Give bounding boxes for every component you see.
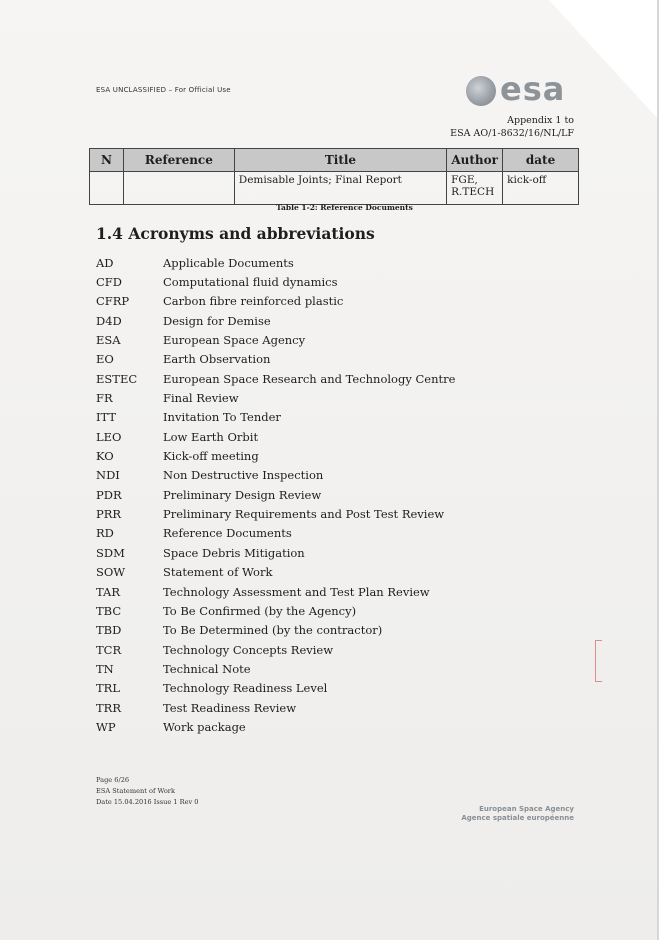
list-item [96, 640, 536, 659]
acronym-definition: Test Readiness Review [163, 700, 297, 715]
list-item [96, 679, 536, 698]
acronym-definition: Kick-off meeting [163, 449, 259, 464]
list-item [96, 427, 536, 446]
acronym-definition: Technology Readiness Level [163, 681, 328, 696]
footer-document-name: ESA Statement of Work [96, 787, 175, 795]
appendix-line-2: ESA AO/1-8632/16/NL/LF [450, 128, 574, 139]
acronym-definition: Carbon fibre reinforced plastic [163, 294, 344, 309]
appendix-reference [450, 114, 574, 140]
esa-logo-text: esa [500, 70, 566, 108]
acronym-definition: Preliminary Requirements and Post Test Review [163, 507, 445, 522]
acronym-abbr: TAR [96, 584, 121, 599]
acronym-abbr: ESTEC [96, 371, 138, 386]
acronym-abbr: RD [96, 526, 114, 541]
page-number: Page 6/26 [96, 776, 130, 784]
acronym-abbr: FR [96, 391, 113, 406]
acronym-abbr: TRL [96, 681, 120, 696]
list-item [96, 621, 536, 640]
list-item [96, 524, 536, 543]
acronym-definition: Computational fluid dynamics [163, 275, 338, 290]
table-row [90, 172, 579, 205]
acronym-definition: Final Review [163, 391, 239, 406]
acronym-definition: Design for Demise [163, 313, 271, 328]
agency-name-en: European Space Agency [479, 805, 574, 813]
list-item [96, 388, 536, 407]
list-item [96, 369, 536, 388]
acronym-definition: To Be Determined (by the contractor) [163, 623, 383, 638]
acronym-abbr: ESA [96, 333, 121, 348]
acronym-definition: European Space Research and Technology Centre [163, 371, 456, 386]
list-item [96, 582, 536, 601]
acronym-definition: To Be Confirmed (by the Agency) [163, 603, 357, 618]
list-item [96, 717, 536, 736]
agency-name-block [461, 805, 574, 823]
section-heading: 1.4 Acronyms and abbreviations [96, 224, 375, 243]
acronym-abbr: TRR [96, 700, 121, 715]
list-item [96, 253, 536, 272]
acronym-definition: Low Earth Orbit [163, 429, 259, 444]
acronym-abbr: PDR [96, 487, 122, 502]
table-header-row [90, 149, 579, 172]
cell-title: Demisable Joints; Final Report [234, 172, 446, 205]
cell-n [90, 172, 124, 205]
cell-date: kick-off [503, 172, 579, 205]
acronym-abbr: D4D [96, 313, 122, 328]
list-item [96, 466, 536, 485]
list-item [96, 698, 536, 717]
acronym-abbr: CFRP [96, 294, 130, 309]
table-caption-wrap [0, 203, 659, 212]
footer-date-issue: Date 15.04.2016 Issue 1 Rev 0 [96, 798, 199, 806]
esa-logo-icon [466, 76, 496, 106]
list-item [96, 408, 536, 427]
list-item [96, 504, 536, 523]
list-item [96, 563, 536, 582]
pen-mark [595, 640, 602, 682]
classification-label: ESA UNCLASSIFIED – For Official Use [96, 86, 231, 94]
acronym-definition: Invitation To Tender [163, 410, 281, 425]
reference-documents-table [89, 148, 579, 205]
acronym-abbr: WP [96, 719, 116, 734]
acronym-abbr: TBD [96, 623, 122, 638]
list-item [96, 350, 536, 369]
page-footer [96, 775, 199, 808]
acronym-definition: Reference Documents [163, 526, 292, 541]
list-item [96, 601, 536, 620]
table-caption: Table 1-2: Reference Documents [276, 203, 413, 212]
column-header-n: N [90, 149, 124, 172]
acronym-definition: Technical Note [163, 661, 251, 676]
acronym-abbr: PRR [96, 507, 122, 522]
acronym-abbr: TCR [96, 642, 122, 657]
list-item [96, 292, 536, 311]
column-header-reference: Reference [123, 149, 234, 172]
list-item [96, 272, 536, 291]
acronym-list [96, 253, 536, 737]
acronym-abbr: SOW [96, 565, 126, 580]
acronym-definition: Work package [163, 719, 246, 734]
list-item [96, 330, 536, 349]
list-item [96, 659, 536, 678]
acronym-abbr: LEO [96, 429, 122, 444]
acronym-definition: Statement of Work [163, 565, 273, 580]
list-item [96, 446, 536, 465]
acronym-definition: Space Debris Mitigation [163, 545, 305, 560]
column-header-author: Author [447, 149, 503, 172]
acronym-abbr: CFD [96, 275, 122, 290]
appendix-line-1: Appendix 1 to [507, 115, 574, 126]
column-header-date: date [503, 149, 579, 172]
acronym-abbr: TN [96, 661, 114, 676]
acronym-definition: Technology Assessment and Test Plan Review [163, 584, 430, 599]
esa-logo [466, 70, 574, 110]
acronym-definition: Earth Observation [163, 352, 271, 367]
acronym-abbr: SDM [96, 545, 125, 560]
acronym-abbr: ITT [96, 410, 117, 425]
acronym-definition: Technology Concepts Review [163, 642, 334, 657]
list-item [96, 485, 536, 504]
acronym-abbr: AD [96, 255, 114, 270]
agency-name-fr: Agence spatiale européenne [461, 814, 574, 822]
column-header-title: Title [234, 149, 446, 172]
acronym-abbr: TBC [96, 603, 122, 618]
acronym-definition: Non Destructive Inspection [163, 468, 324, 483]
acronym-abbr: NDI [96, 468, 120, 483]
cell-reference [123, 172, 234, 205]
acronym-definition: European Space Agency [163, 333, 306, 348]
list-item [96, 543, 536, 562]
acronym-definition: Preliminary Design Review [163, 487, 322, 502]
list-item [96, 311, 536, 330]
acronym-definition: Applicable Documents [163, 255, 294, 270]
acronym-abbr: KO [96, 449, 114, 464]
acronym-abbr: EO [96, 352, 114, 367]
cell-author: FGE, R.TECH [447, 172, 503, 205]
